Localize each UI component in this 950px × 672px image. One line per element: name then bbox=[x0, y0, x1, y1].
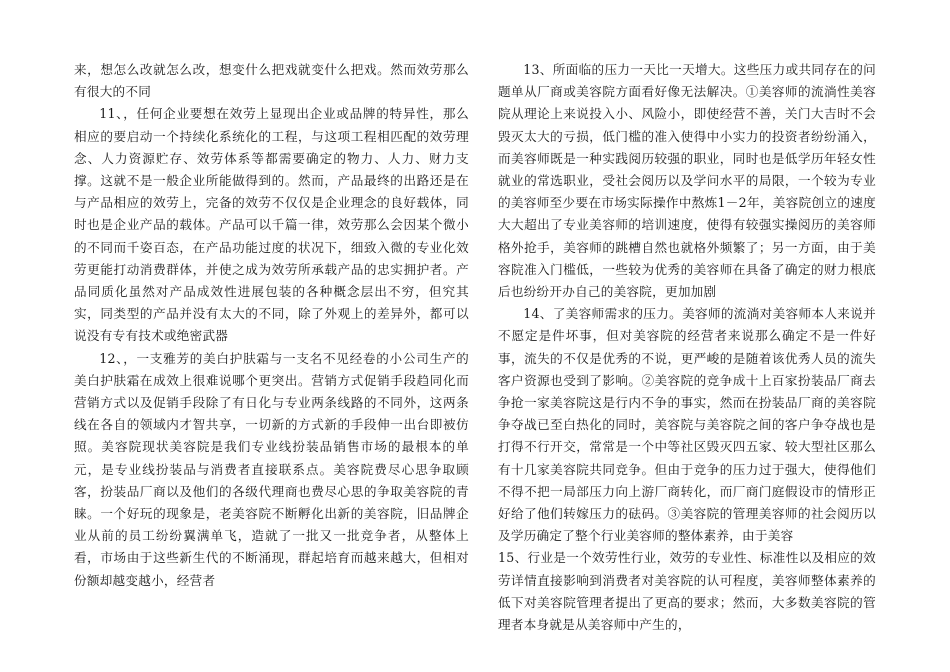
paragraph-11: 11、，任何企业要想在效劳上显现出企业或品牌的特异性，那么相应的要启动一个持续化系统化的工程，与这项工程相匹配的效劳理念、人力资源贮存、效劳体系等都需要确定的物力、人力、财力支撑。这就不是一般企业所能做得到的。然而，产品最终的出路还是在与产品相应的效劳上，完备的效劳不仅仅是企业理念的良好载体，同时也是企业产品的载体。产品可以千篇一律，效劳那么会因某个微小的不同而千姿百态，在产品功能过度的状况下，细致入微的专业化效劳更能打动消费群体，并使之成为效劳所承载产品的忠实拥护者。产品同质化虽然对产品成效性进展包装的各种概念层出不穷，但究其实，同类型的产品并没有太大的不同，除了外观上的差异外，都可以说没有专有技术或绝密武器 bbox=[74, 106, 469, 344]
paragraph-14: 14、了美容师需求的压力。美容师的流淌对美容师本人来说并不愿定是件坏事，但对美容院的经营者来说那么确定不是一件好事，流失的不仅是优秀的不说，更严峻的是随着该优秀人员的流失客户资源也受到了影响。②美容院的竞争成十上百家扮装品厂商去争抢一家美容院这是行内不争的事实，然而在扮装品厂商的美容院争夺战已至白热化的同时，美容院与美容院之间的客户争夺战也是打得不行开交，常常是一个中等社区毁灭四五家、较大型社区那么有十几家美容院共同竞争。但由于竞争的压力过于强大，使得他们不得不把一局部压力向上游厂商转化，而厂商门庭假设市的情形正好给了他们转嫁压力的砝码。③美容院的管理美容师的社会阅历以及学历确定了整个行业美容师的整体素养，由于美容 bbox=[498, 306, 876, 544]
paragraph-12: 12、，一支雅芳的美白护肤霜与一支名不见经卷的小公司生产的美白护肤霜在成效上很难说哪个更突出。营销方式促销手段趋同化而营销方式以及促销手段除了有日化与专业两条线路的不同外，这两条线在各自的领域内才智共享，一切新的方式新的手段伸一出台即被仿照。美容院现状美容院是我们专业线扮装品销售市场的最根本的单元，是专业线扮装品与消费者直接联系点。美容院费尽心思争取顾客，扮装品厂商以及他们的各级代理商也费尽心思的争取美容院的青睐。一个好玩的现象是，老美容院不断孵化出新的美容院，旧品牌企业从前的员工纷纷翼满单飞，造就了一批又一批竞争者，从整体上看，市场由于这些新生代的不断涌现，群起培育而越来越大，但相对份额却越变越小，经营者 bbox=[74, 350, 469, 588]
paragraph-15: 15、行业是一个效劳性行业，效劳的专业性、标准性以及相应的效劳详情直接影响到消费者对美容院的认可程度，美容师整体素养的低下对美容院管理者提出了更高的要求；然而，大多数美容院的管理者本身就是从美容师中产生的， bbox=[498, 550, 876, 633]
paragraph-continuation: 来，想怎么改就怎么改，想变什么把戏就变什么把戏。然而效劳那么有很大的不同 bbox=[74, 62, 469, 100]
right-column bbox=[498, 59, 876, 636]
left-column bbox=[74, 59, 469, 592]
paragraph-13: 13、所面临的压力一天比一天增大。这些压力或共同存在的问题单从厂商或美容院方面看好像无法解决。①美容师的流淌性美容院从理论上来说投入小、风险小，即使经营不善，关门大吉时不会毁灭太大的亏损，低门槛的准入使得中小实力的投资者纷纷涌入，而美容师既是一种实践阅历较强的职业，同时也是低学历年轻女性就业的常选职业，受社会阅历以及学问水平的局限，一个较为专业的美容师至少要在市场实际操作中熬炼1－2年，美容院创立的速度大大超出了专业美容师的培训速度，使得有较强实操阅历的美容师格外抢手，美容师的跳槽自然也就格外频繁了；另一方面，由于美容院准入门槛低，一些较为优秀的美容师在具备了确定的财力根底后也纷纷开办自己的美容院，更加加剧 bbox=[498, 62, 876, 300]
